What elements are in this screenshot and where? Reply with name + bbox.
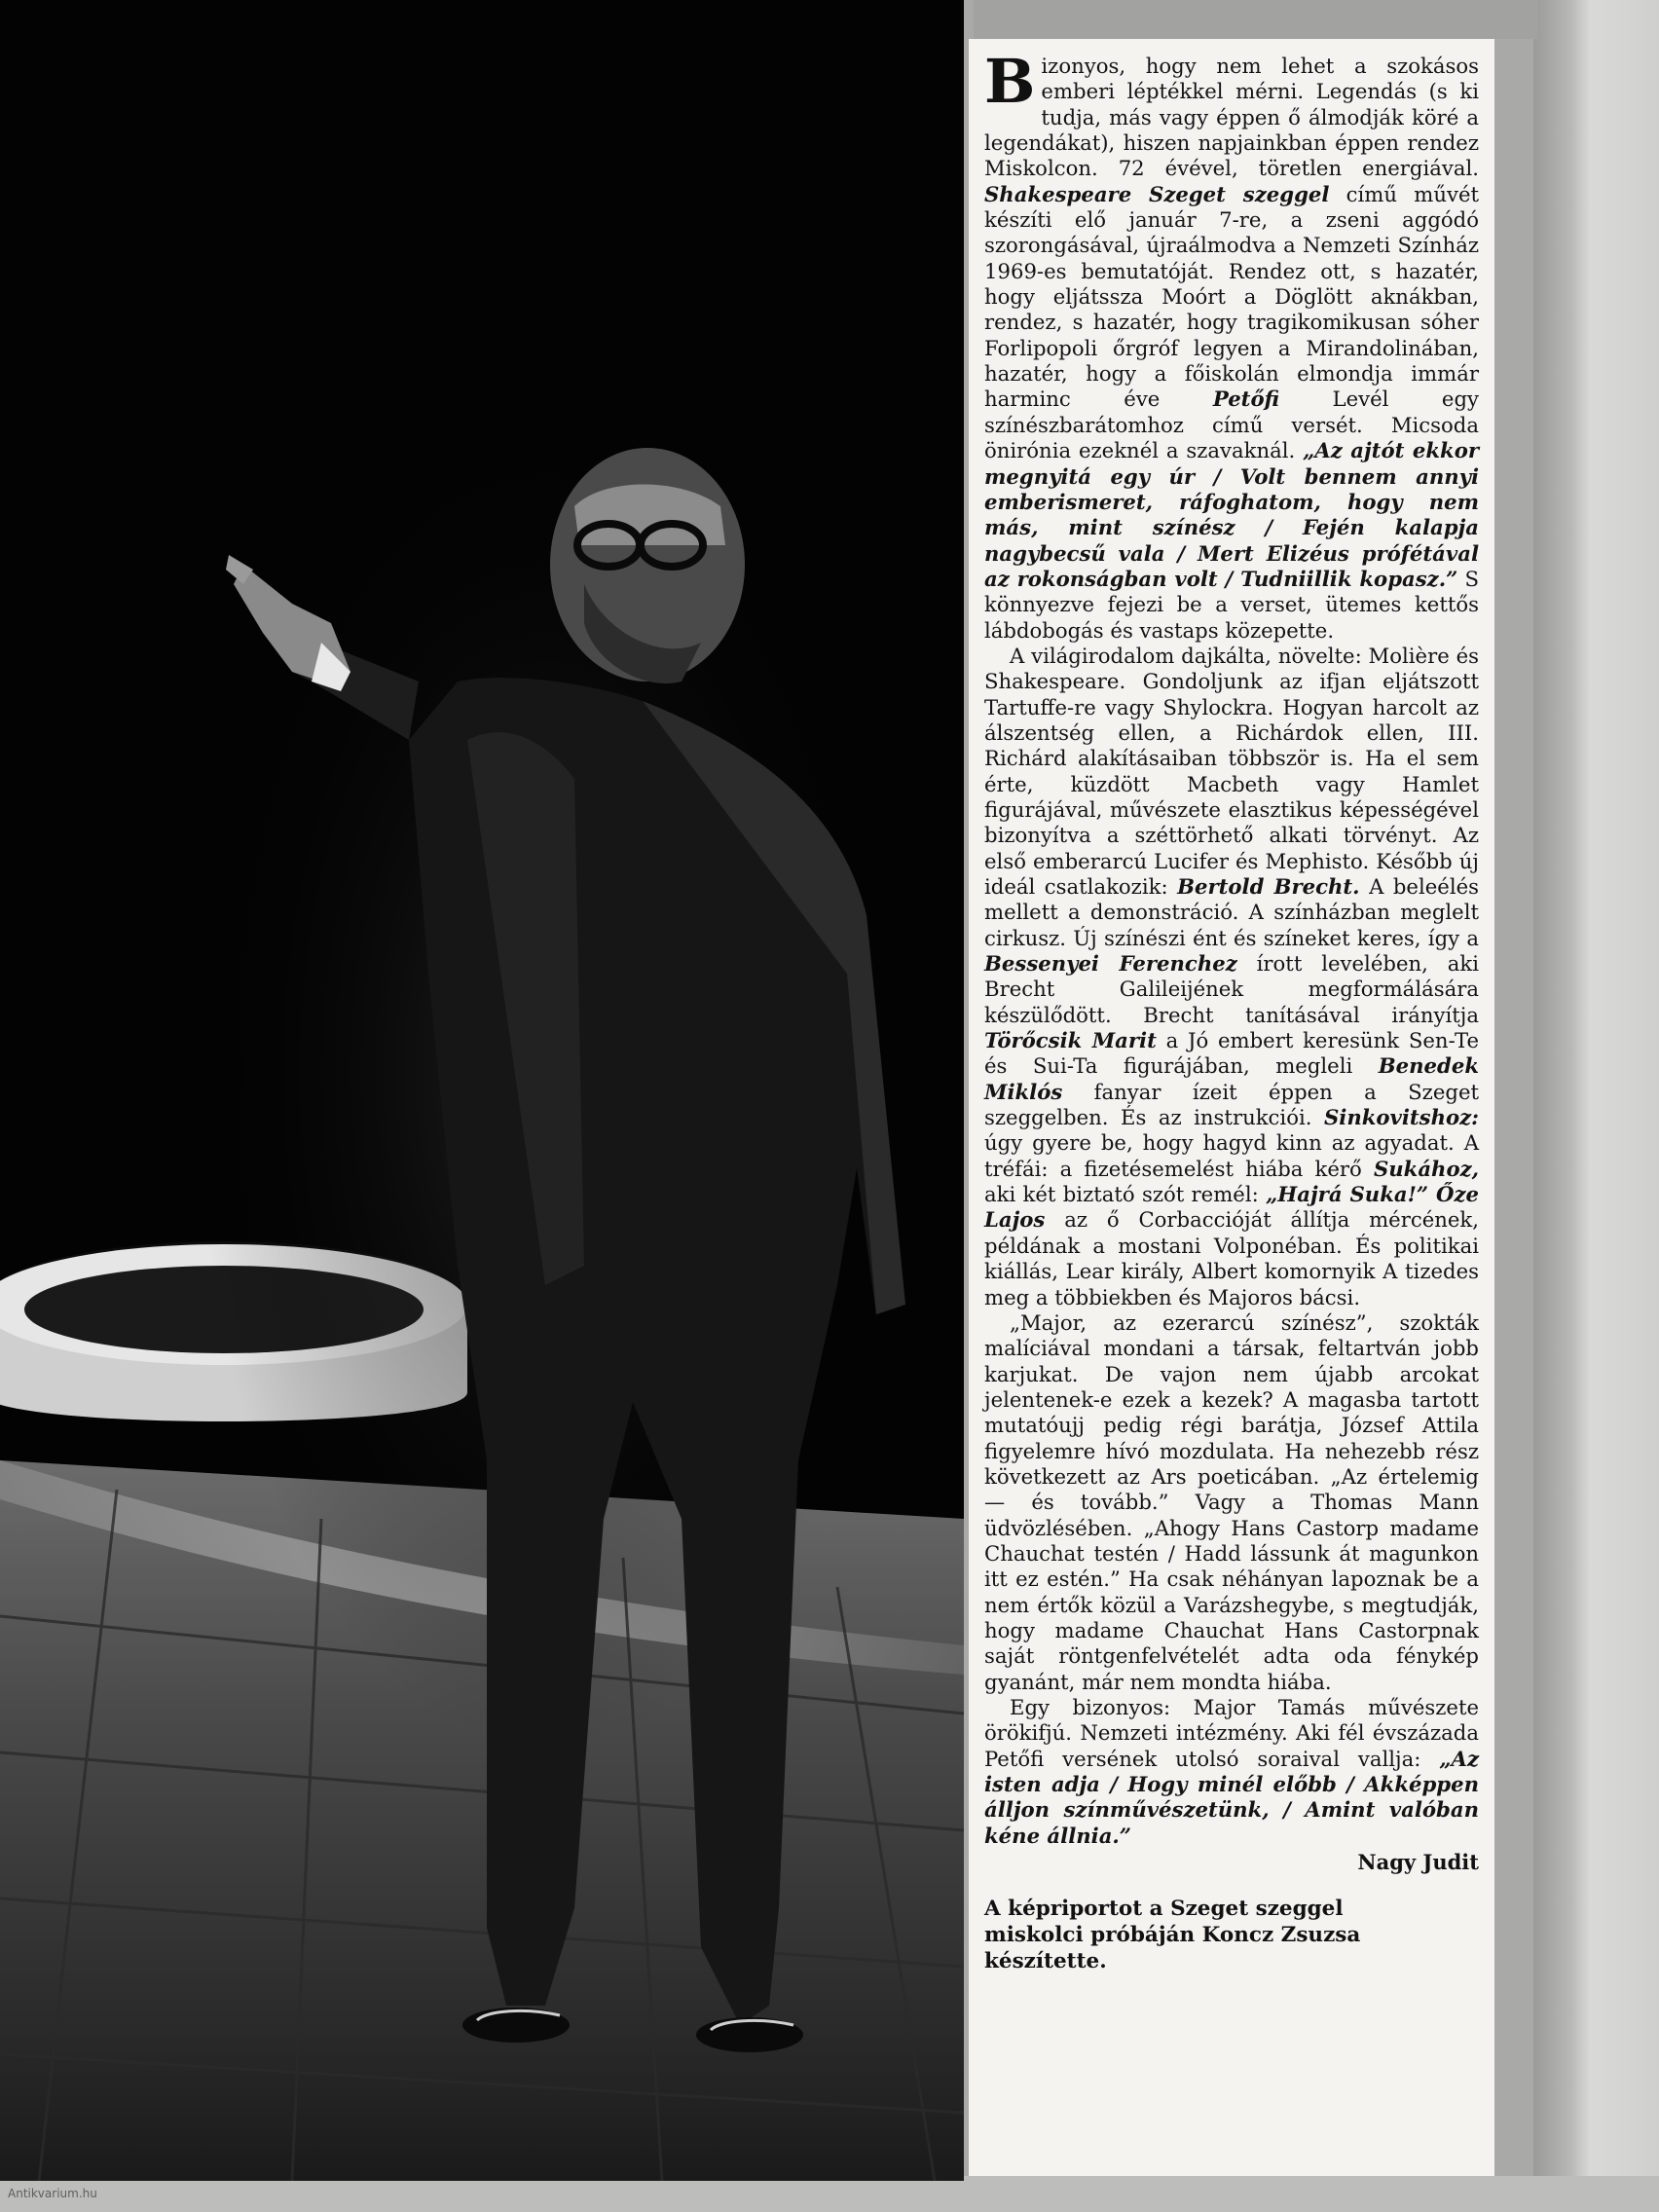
- author-signature: Nagy Judit: [1357, 1850, 1479, 1875]
- emphasized-text: „Az ajtót ekkor megnyitá egy úr / Volt bennem annyi emberismeret, ráfoghatom, hogy nem más, mint színész / Fején kalapja nagybecsű vala / Mert Elizéus prófétával az rokonságban volt / Tudniillik kopasz.”: [984, 438, 1479, 591]
- emphasized-text: „Az isten adja / Hogy minél előbb / Akképpen álljon színművészetünk, / Amint valóban kéne állnia.”: [984, 1746, 1479, 1848]
- text-run: Levél egy színészbarátomhoz című versét. Micsoda öniróniа ezeknél a szavaknál.: [984, 387, 1479, 463]
- drop-cap: B: [984, 46, 1036, 117]
- photo-credit: A képriportot a Szeget szeggel miskolci próbáján Koncz Zsuzsa készítette.: [984, 1897, 1361, 1974]
- emphasized-text: Törőcsik Marit: [984, 1028, 1157, 1053]
- article-paragraph-4: [984, 1695, 1479, 1849]
- emphasized-text: Sinkovitshoz:: [1323, 1105, 1479, 1130]
- article-paragraph-1: [984, 46, 1480, 644]
- text-run: című művét készíti elő január 7-re, a zseni aggódó szorongásával, újraálmodva a Nemzeti Színház 1969-es bemutatóját. Rendez ott, s hazatér, hogy eljátssza Moórt a Döglött aknákban, rendez, s hazatér, hogy tragikomikusan sóher Forlipopoli őrgróf legyen a Mirandolinában, hazatér, hogy a főiskolán elmondja immár harminc éve: [984, 181, 1480, 412]
- emphasized-text: Benedek Miklós: [984, 1053, 1479, 1104]
- text-run: úgy gyere be, hogy hagyd kinn az agyadat. A tréfái: a fizetésemelést hiába kérő: [984, 1130, 1479, 1181]
- text-run: fanyar ízeit éppen a Szeget szeggelben. És az instrukciói.: [984, 1079, 1479, 1130]
- emphasized-text: Shakespeare Szeget szeggel: [984, 181, 1330, 206]
- text-run: az ő Corbaccióját állítja mércének, példának a mostani Volponéban. És politikai kiállás, Lear király, Albert komornyik A tizedes meg a többiekben és Majoros bácsi.: [984, 1207, 1479, 1309]
- emphasized-text: Bessenyei Ferenchez: [984, 951, 1237, 977]
- text-run: S könnyezve fejezi be a verset, ütemes kettős lábdobogás és vastaps közepette.: [984, 566, 1479, 643]
- article-page: [969, 39, 1494, 2176]
- text-run: A beleélés mellett a demonstráció. A színházban meglelt cirkusz. Új színészi ént és színeket keres, így a: [984, 874, 1480, 950]
- scan-background-right: [1533, 0, 1659, 2212]
- article-paragraph-3: [984, 1310, 1479, 1695]
- text-run: aki két biztató szót remél:: [984, 1182, 1267, 1207]
- text-run: A világirodalom dajkálta, növelte: Molière és Shakespeare. Gondoljunk az ifjan eljátszott Tartuffe-re vagy Shylockra. Hogyan harcolt az álszentség ellen, a Richárdok ellen, III. Richárd alakításaiban többször is. Ha el sem érte, küzdött Macbeth vagy Hamlet figurájával, művészete elasztikus képességével bizonyítva a széttörhető alkati törvényt. Az első emberarcú Lucifer és Mephisto. Később új ideál csatlakozik:: [984, 643, 1479, 899]
- emphasized-text: Petőfi: [1212, 387, 1280, 412]
- watermark: Antikvarium.hu: [8, 2187, 97, 2200]
- text-run: Egy bizonyos: Major Tamás művészete örökifjú. Nemzeti intézmény. Aki fél évszázada Petőfi versének utolsó soraival vallja:: [984, 1695, 1479, 1771]
- article-paragraph-2: [984, 644, 1479, 1310]
- emphasized-text: Sukához,: [1373, 1156, 1479, 1181]
- text-run: „Major, az ezerarcú színész”, szokták malíciával mondani a társak, feltartván jobb karjukat. De vajon nem újabb arcokat jelentenek-e ezek a kezek? A magasba tartott mutatóujj pedig régi barátja, József Attila figyelemre hívó mozdulata. Ha nehezebb rész következett az Ars poeticában. „Az értelemig — és tovább.” Vagy a Thomas Mann üdvözlésében. „Ahogy Hans Castorp madame Chauchat testén / Hadd lássunk át magunkon itt ez estén.” Ha csak néhányan lapoznak be a nem értők közül a Varázshegybe, s megtudják, hogy madame Chauchat Hans Castorpnak saját röntgenfelvételét adta oda fénykép gyanánt, már nem mondta hiába.: [984, 1309, 1479, 1694]
- text-run: izonyos, hogy nem lehet a szokásos emberi léptékkel mérni. Legendás (s ki tudja, más vagy éppen ő álmodják köré a legendákat), hiszen napjainkban éppen rendez Miskolcon. 72 évével, töretlen energiával.: [984, 54, 1479, 181]
- text-run: írott levelében, aki Brecht Galileijének megformálására készülődött. Brecht tanításával irányítja: [984, 951, 1480, 1027]
- emphasized-text: Bertold Brecht.: [1177, 874, 1360, 899]
- scan-background-top: [974, 0, 1538, 39]
- article-body: [984, 46, 1480, 1974]
- text-run: a Jó embert keresünk Sen-Te és Sui-Ta figurájában, megleli: [984, 1028, 1480, 1079]
- emphasized-text: „Hajrá Suka!” Őze Lajos: [984, 1182, 1479, 1233]
- scan-background-bottom: [0, 2176, 1659, 2212]
